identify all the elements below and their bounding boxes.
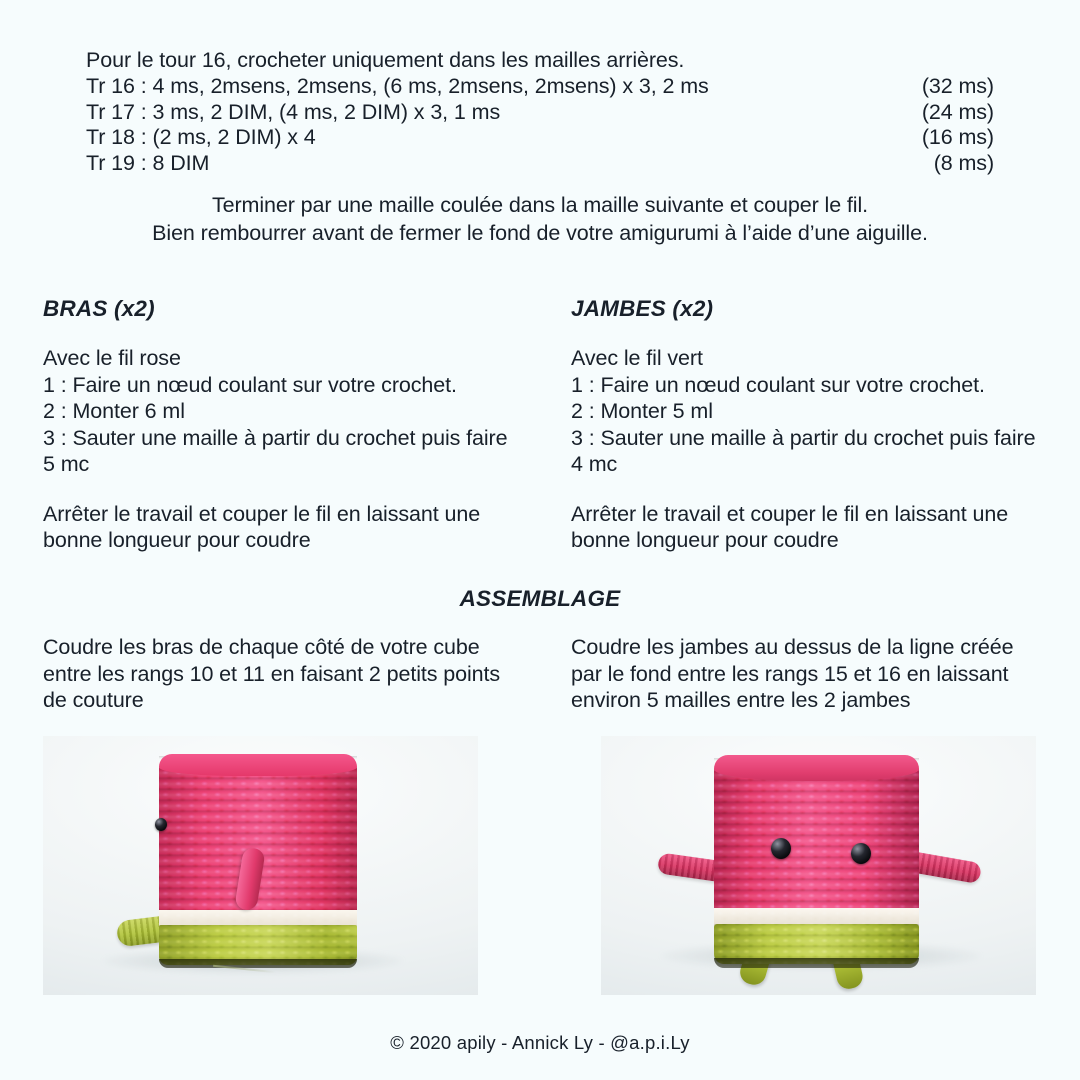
amigurumi-eye-left (771, 838, 791, 859)
round-row (86, 100, 994, 126)
cube-bottom-shadow (714, 958, 919, 968)
rounds-section (86, 48, 994, 177)
part-jambes (571, 296, 1037, 554)
round-stitch-count: (8 ms) (933, 151, 994, 176)
part-steps (43, 345, 509, 478)
round-instruction: Tr 18 : (2 ms, 2 DIM) x 4 (86, 125, 316, 150)
round-stitch-count: (32 ms) (921, 73, 994, 98)
finishing-note (0, 191, 1080, 247)
amigurumi-cube-body (159, 756, 357, 961)
part-yarn-line: Avec le fil rose (43, 346, 181, 370)
parts-section (43, 296, 1037, 554)
cube-top-rim (714, 755, 919, 781)
cube-pink-section (714, 758, 919, 912)
round-instruction: Tr 19 : 8 DIM (86, 151, 210, 176)
amigurumi-cube-body (714, 758, 919, 953)
part-step: 2 : Monter 6 ml (43, 399, 185, 423)
part-step: 1 : Faire un nœud coulant sur votre crochet. (43, 372, 457, 397)
round-instruction: Tr 16 : 4 ms, 2msens, 2msens, (6 ms, 2msens, 2msens) x 3, 2 ms (86, 73, 709, 98)
round-instruction: Tr 17 : 3 ms, 2 DIM, (4 ms, 2 DIM) x 3, 1 ms (86, 99, 501, 124)
finishing-note-line-1: Terminer par une maille coulée dans la maille suivante et couper le fil. (211, 193, 869, 217)
assemblage-note-arms: Coudre les bras de chaque côté de votre cube entre les rangs 10 et 11 en faisant 2 petits points de couture (43, 635, 501, 712)
amigurumi-eye-right (851, 843, 871, 864)
photo-amigurumi-side-view (43, 736, 478, 995)
part-outro: Arrêter le travail et couper le fil en laissant une bonne longueur pour coudre (571, 501, 1009, 552)
cube-top-rim (159, 754, 357, 776)
assemblage-note-legs: Coudre les jambes au dessus de la ligne créée par le fond entre les rangs 15 et 16 en laissant environ 5 mailles entre les 2 jambes (571, 635, 1014, 712)
round-stitch-count: (16 ms) (921, 125, 994, 150)
part-step: 3 : Sauter une maille à partir du crochet puis faire 5 mc (43, 425, 508, 476)
part-step: 2 : Monter 5 ml (571, 399, 713, 423)
assemblage-title: ASSEMBLAGE (459, 586, 621, 611)
part-yarn-line: Avec le fil vert (571, 346, 703, 370)
photo-row (43, 736, 1037, 995)
part-title: BRAS (x2) (43, 296, 155, 321)
rounds-intro: Pour le tour 16, crocheter uniquement dans les mailles arrières. (86, 48, 685, 72)
part-outro: Arrêter le travail et couper le fil en laissant une bonne longueur pour coudre (43, 501, 481, 552)
part-bras (43, 296, 509, 554)
photo-amigurumi-front-view (601, 736, 1036, 995)
part-step: 1 : Faire un nœud coulant sur votre crochet. (571, 372, 985, 397)
amigurumi-eye (155, 818, 167, 831)
copyright-footer: © 2020 apily - Annick Ly - @a.p.i.Ly (390, 1032, 690, 1053)
round-row (86, 151, 994, 177)
round-stitch-count: (24 ms) (921, 99, 994, 124)
part-steps (571, 345, 1037, 478)
finishing-note-line-2: Bien rembourrer avant de fermer le fond de votre amigurumi à l’aide d’une aiguille. (152, 221, 928, 245)
part-step: 3 : Sauter une maille à partir du crochet puis faire 4 mc (571, 425, 1036, 476)
round-row (86, 125, 994, 151)
part-title: JAMBES (x2) (571, 296, 714, 321)
round-row (86, 74, 994, 100)
cube-bottom-shadow (159, 959, 357, 968)
assemblage-notes (43, 634, 1037, 714)
